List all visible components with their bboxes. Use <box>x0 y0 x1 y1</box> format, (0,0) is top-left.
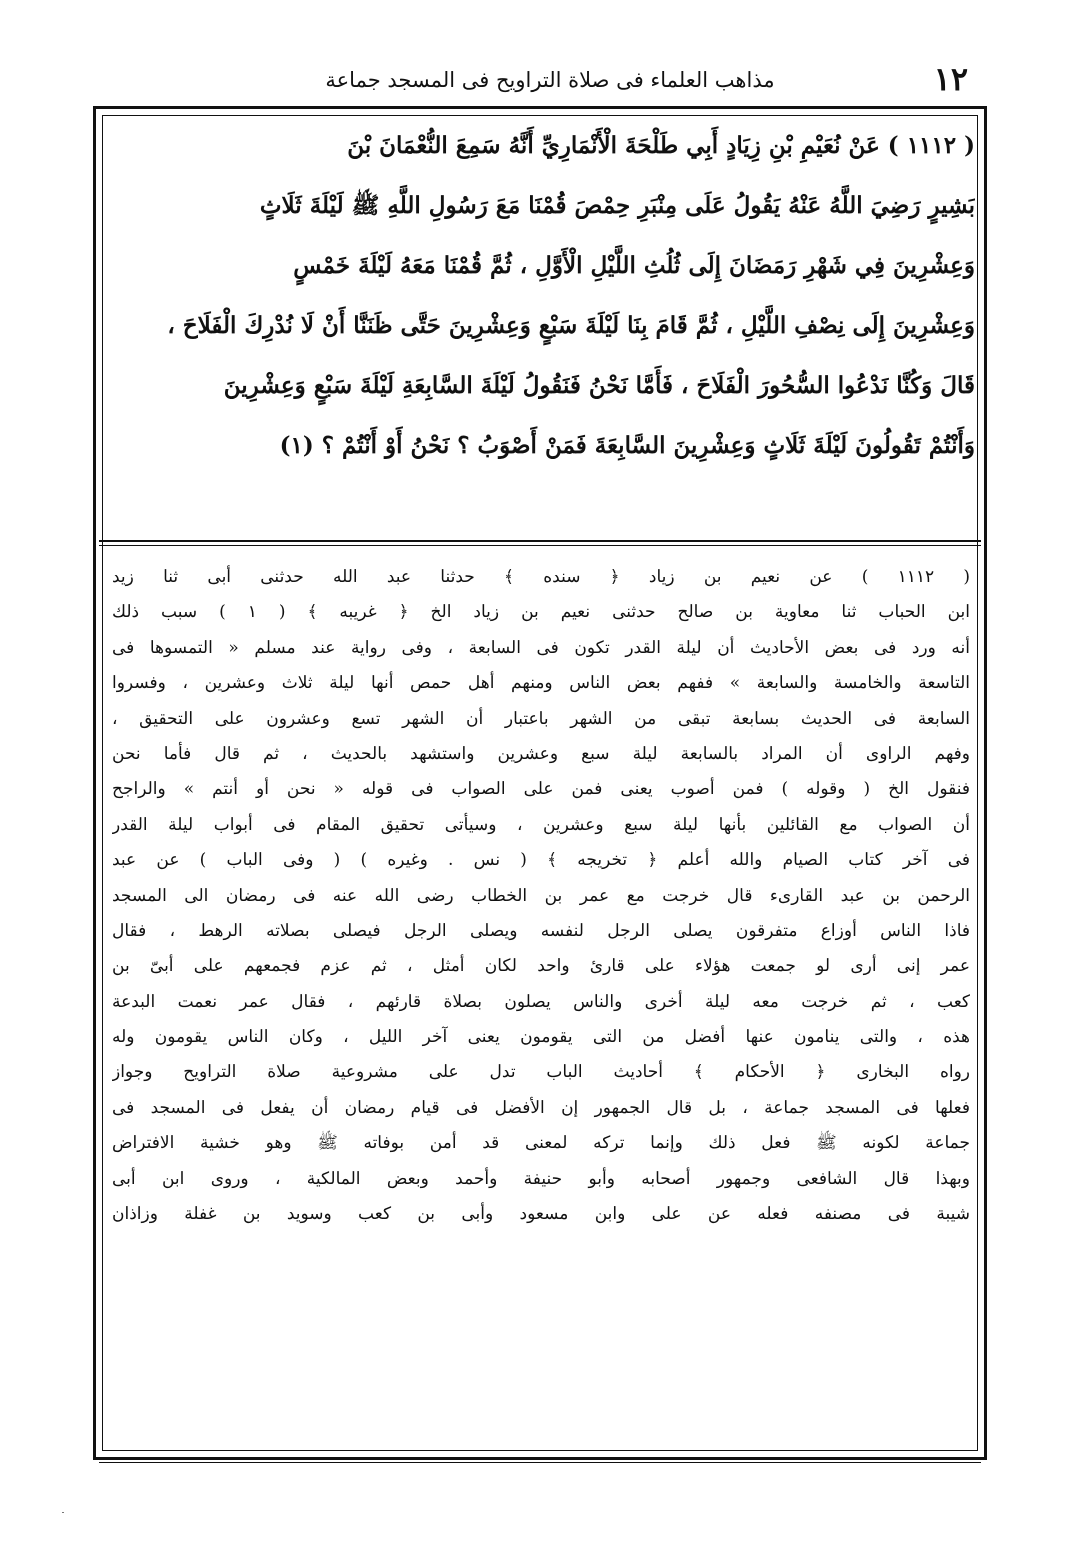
commentary-line: الرحمن بن عبد القارىء قال خرجت مع عمر بن الخطاب رضى الله عنه فى رمضان الى المسجد <box>112 885 970 906</box>
commentary-line: جماعة لكونه ﷺ فعل ذلك وإنما تركه لمعنى قد أمن بوفاته ﷺ وهو خشية الافتراض <box>112 1133 970 1154</box>
hadith-line: وَأَنْتُمْ تَقُولُونَ لَيْلَةَ ثَلَاثٍ وَعِشْرِينَ السَّابِعَةَ فَمَنْ أَصْوَبُ ؟ نَحْنُ أَوْ أَنْتُمْ ؟ (١) <box>279 432 975 459</box>
commentary-line: ابن الحباب ثنا معاوية بن صالح حدثنى نعيم بن زياد الخ ﴿ غريبه ﴾ ( ١ ) سبب ذلك <box>112 602 970 623</box>
commentary-line: فنقول الخ ( وقوله ) فمن أصوب يعنى فمن على الصواب فى قوله « نحن أو أنتم » والراجح <box>112 779 970 800</box>
commentary-line: أنه ورد فى بعض الأحاديث أن ليلة القدر تكون فى السابعة ، وفى رواية عند مسلم « التمسوها فى <box>112 637 970 658</box>
commentary-line: فعلها فى المسجد جماعة ، بل قال الجمهور إن الأفضل فى قيام رمضان أن يفعل فى المسجد فى <box>112 1097 970 1118</box>
scan-speck <box>62 1512 64 1513</box>
commentary-line: عمر إنى أرى لو جمعت هؤلاء على قارئ واحد لكان أمثل ، ثم عزم فجمعهم على أبىّ بن <box>112 956 970 977</box>
hadith-text <box>105 116 975 534</box>
commentary-line: فى آخر كتاب الصيام والله أعلم ﴿ تخريجه ﴾ ( نس . وغيره ) ( وفى الباب ) عن عبد <box>112 850 970 871</box>
commentary-line: التاسعة والخامسة والسابعة » ففهم بعض الناس ومنهم أهل حمص أنها ليلة ثلاث وعشرين ، وفسروا <box>112 673 970 694</box>
hadith-line: وَعِشْرِينَ إِلَى نِصْفِ اللَّيْلِ ، ثُمَّ قَامَ بِنَا لَيْلَةَ سَبْعٍ وَعِشْرِينَ حَتَّى ظَنَنَّا أَنْ لَا نُدْرِكَ الْفَلَاحَ ، <box>167 312 975 339</box>
commentary-line: شيبة فى مصنفه فعله عن على وابن مسعود وأبى بن كعب وسويد بن غفلة وزاذان <box>112 1204 970 1225</box>
hadith-line: بَشِيرٍ رَضِيَ اللَّهُ عَنْهُ يَقُولُ عَلَى مِنْبَرِ حِمْصَ قُمْنَا مَعَ رَسُولِ اللَّهِ ﷺ لَيْلَةَ ثَلَاثٍ <box>259 192 975 219</box>
commentary-line: السابعة فى الحديث بسابعة تبقى من الشهر باعتبار أن الشهر تسع وعشرون على التحقيق ، <box>112 708 970 729</box>
hadith-line: قَالَ وَكُنَّا نَدْعُوا السُّحُورَ الْفَلَاحَ ، فَأَمَّا نَحْنُ فَنَقُولُ لَيْلَةَ السَّابِعَةِ لَيْلَةَ سَبْعٍ وَعِشْرِينَ <box>223 372 975 399</box>
commentary-line: أن الصواب مع القائلين بأنها ليلة سبع وعشرين ، وسيأتى تحقيق المقام فى أبواب ليلة القدر <box>112 814 970 835</box>
page-header <box>100 56 980 100</box>
section-divider <box>99 540 981 546</box>
commentary-line: هذه ، والتى ينامون عنها أفضل من التى يقومون يعنى آخر الليل ، وكان الناس يقومون وله <box>112 1027 970 1048</box>
commentary-line: وفهم الراوى أن المراد بالسابعة ليلة سبع وعشرين واستشهد بالحديث ، ثم قال فأما نحن <box>112 743 970 764</box>
hadith-line: ( ١١١٢ ) عَنْ نُعَيْمِ بْنِ زِيَادٍ أَبِي طَلْحَةَ الْأَنْمَارِيِّ أَنَّهُ سَمِعَ النُّعْمَانَ بْنَ <box>347 132 975 159</box>
commentary-text <box>112 560 970 1450</box>
commentary-line: ( ١١١٢ ) عن نعيم بن زياد ﴿ سنده ﴾ حدثنا عبد الله حدثنى أبى ثنا زيد <box>112 567 970 587</box>
commentary-line: كعب ، ثم خرجت معه ليلة أخرى والناس يصلون بصلاة قارئهم ، فقال عمر نعمت البدعة <box>112 991 970 1012</box>
bottom-rule <box>99 1462 981 1463</box>
running-title: مذاهب العلماء فى صلاة التراويح فى المسجد جماعة <box>325 68 775 92</box>
page-number: ١٢ <box>933 60 968 98</box>
commentary-line: رواه البخارى ﴿ الأحكام ﴾ أحاديث الباب تدل على مشروعية صلاة التراويح وجواز <box>112 1062 970 1083</box>
commentary-line: وبهذا قال الشافعى وجمهور أصحابه وأبو حنيفة وأحمد وبعض المالكية ، وروى ابن أبى <box>112 1168 970 1189</box>
commentary-line: فاذا الناس أوزاع متفرقون يصلى الرجل لنفسه ويصلى الرجل فيصلى بصلاته الرهط ، فقال <box>112 920 970 941</box>
hadith-line: وَعِشْرِينَ فِي شَهْرِ رَمَضَانَ إِلَى ثُلُثِ اللَّيْلِ الْأَوَّلِ ، ثُمَّ قُمْنَا مَعَهُ لَيْلَةَ خَمْسٍ <box>293 252 975 279</box>
